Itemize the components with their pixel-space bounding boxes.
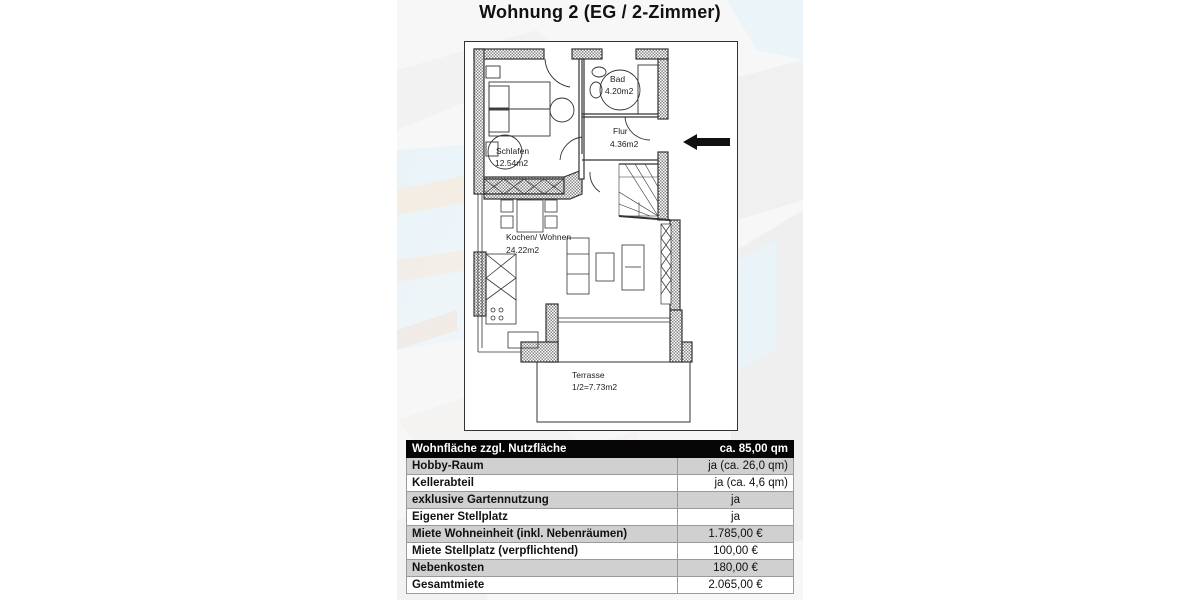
- table-header-row: [407, 441, 794, 458]
- living-area-value: ca. 85,00 qm: [678, 441, 794, 458]
- svg-text:12.54m2: 12.54m2: [495, 158, 529, 168]
- table-row: Miete Wohneinheit (inkl. Nebenräumen) 1.785,00 €: [407, 526, 794, 543]
- apartment-info-table: [406, 440, 794, 594]
- table-row: Kellerabteil ja (ca. 4,6 qm): [407, 475, 794, 492]
- svg-text:4.20m2: 4.20m2: [605, 86, 634, 96]
- arrow-left-icon: [683, 134, 730, 150]
- page-title: Wohnung 2 (EG / 2-Zimmer): [479, 2, 721, 22]
- floorplan-frame: [464, 41, 738, 431]
- table-row: Gesamtmiete 2.065,00 €: [407, 577, 794, 594]
- table-row: Eigener Stellplatz ja: [407, 509, 794, 526]
- svg-text:1/2=7.73m2: 1/2=7.73m2: [572, 382, 618, 392]
- svg-text:Schlafen: Schlafen: [496, 146, 530, 156]
- table-row: Hobby-Raum ja (ca. 26,0 qm): [407, 458, 794, 475]
- svg-text:4.36m2: 4.36m2: [610, 139, 639, 149]
- svg-text:Flur: Flur: [613, 126, 628, 136]
- svg-text:Terrasse: Terrasse: [572, 370, 605, 380]
- floorplan-drawing: [465, 42, 739, 432]
- table-row: Miete Stellplatz (verpflichtend) 100,00 €: [407, 543, 794, 560]
- svg-text:24.22m2: 24.22m2: [506, 245, 540, 255]
- table-row: Nebenkosten 180,00 €: [407, 560, 794, 577]
- room-label-bad: Bad: [610, 74, 626, 84]
- living-area-label: Wohnfläche zzgl. Nutzfläche: [407, 441, 678, 458]
- table-row: exklusive Gartennutzung ja: [407, 492, 794, 509]
- svg-text:Kochen/ Wohnen: Kochen/ Wohnen: [506, 232, 572, 242]
